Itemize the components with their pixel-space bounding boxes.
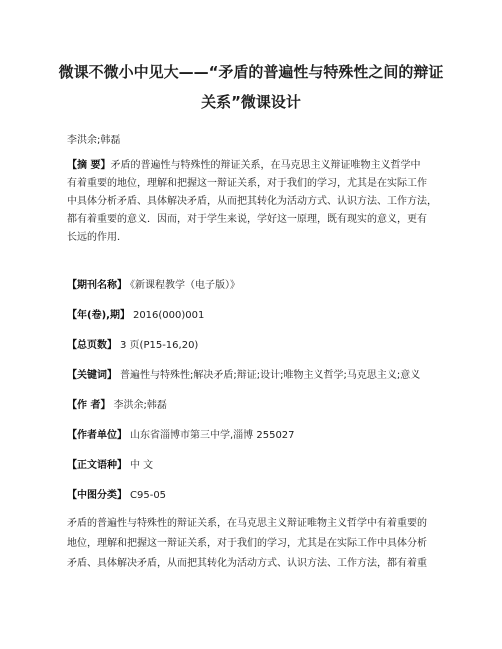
body-line: 矛盾的普遍性与特殊性的辩证关系，在马克思主义辩证唯物主义哲学中有着重要的 [67, 518, 427, 529]
field-value: 《新课程教学（电子版）》 [130, 280, 240, 291]
field-classification [67, 486, 166, 501]
field-language [67, 456, 153, 471]
field-label: 【正文语种】 [67, 460, 127, 471]
field-value: C95-05 [130, 490, 167, 501]
authors: 李洪余;韩磊 [67, 135, 121, 146]
field-pages [67, 336, 198, 351]
field-affiliation [67, 426, 295, 441]
abstract-line: 中具体分析矛盾、具体解决矛盾，从而把其转化为活动方式、认识方法、工作方法， [67, 196, 437, 207]
title-line-2: 关系”微课设计 [201, 93, 301, 111]
field-label: 【作者单位】 [67, 430, 127, 441]
field-label: 【总页数】 [67, 340, 117, 351]
field-label: 【年(卷),期】 [67, 310, 130, 321]
abstract-line: 长远的作用． [67, 232, 127, 243]
abstract-line [67, 157, 437, 175]
field-value: 李洪余;韩磊 [113, 400, 167, 411]
field-value: 山东省淄博市第三中学,淄博 255027 [130, 430, 295, 441]
body-text [67, 514, 437, 574]
field-value: 3 页(P15-16,20) [120, 340, 199, 351]
abstract-line: 都有着重要的意义．因而，对于学生来说，学好这一原理，既有现实的意义，更有 [67, 214, 427, 225]
field-value: 普遍性与特殊性;解决矛盾;辩证;设计;唯物主义哲学;马克思主义;意义 [120, 370, 421, 381]
body-line: 地位，理解和把握这一辩证关系，对于我们的学习，尤其是在实际工作中具体分析 [67, 538, 427, 549]
field-volume [67, 306, 204, 321]
field-keywords [67, 366, 420, 381]
abstract [67, 157, 437, 247]
field-authors [67, 396, 167, 411]
abstract-line: 有着重要的地位，理解和把握这一辩证关系，对于我们的学习，尤其是在实际工作 [67, 178, 427, 189]
field-label: 【中图分类】 [67, 490, 127, 501]
abstract-text: 矛盾的普遍性与特殊性的辩证关系，在马克思主义辩证唯物主义哲学中 [110, 160, 421, 171]
abstract-label: 【摘 要】 [67, 160, 111, 171]
field-value: 2016(000)001 [132, 310, 205, 321]
field-label: 【作 者】 [67, 400, 111, 411]
field-label: 【关键词】 [67, 370, 117, 381]
field-value: 中 文 [130, 460, 154, 471]
title-line-1: 微课不微小中见大——“矛盾的普遍性与特殊性之间的辩证 [58, 63, 444, 81]
field-label: 【期刊名称】 [67, 280, 127, 291]
field-journal [67, 276, 240, 291]
body-line: 矛盾、具体解决矛盾，从而把其转化为活动方式、认识方法、工作方法，都有着重 [67, 558, 427, 569]
